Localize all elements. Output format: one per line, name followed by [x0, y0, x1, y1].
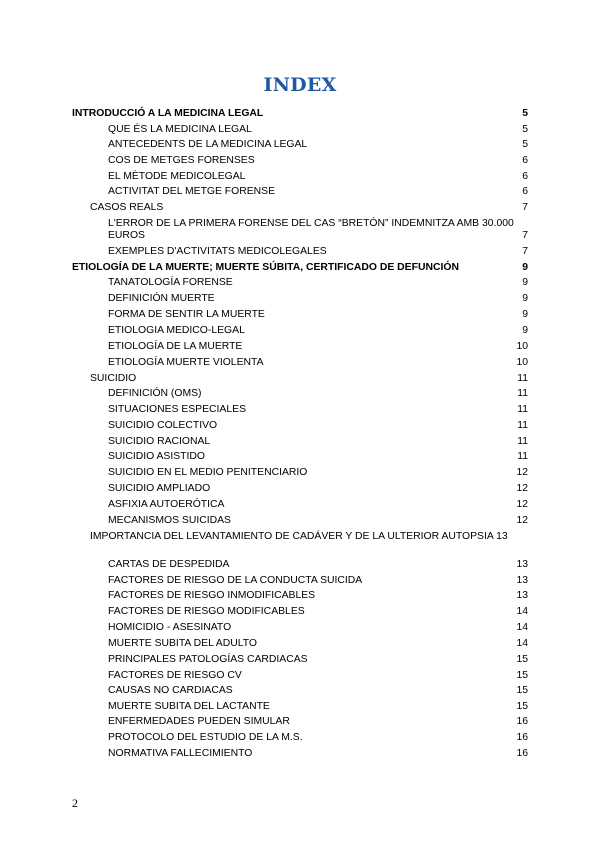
- toc-entry-text: QUE ÉS LA MEDICINA LEGAL: [108, 124, 252, 135]
- toc-entry-page: 10: [516, 357, 528, 368]
- toc-entry-text: CASOS REALS: [90, 202, 164, 213]
- toc-entry-page: 12: [516, 515, 528, 526]
- toc-entry[interactable]: [108, 139, 528, 155]
- toc-entry[interactable]: [108, 277, 528, 293]
- toc-entry[interactable]: [108, 685, 528, 701]
- toc-entry-page: 10: [516, 341, 528, 352]
- toc-entry-text: FACTORES DE RIESGO CV: [108, 670, 242, 681]
- toc-entry[interactable]: [108, 732, 528, 748]
- toc-entry-text: SITUACIONES ESPECIALES: [108, 404, 247, 415]
- toc-entry-text: FACTORES DE RIESGO INMODIFICABLES: [108, 590, 316, 601]
- toc-entry-page: 15: [516, 654, 528, 665]
- toc-entry[interactable]: [108, 559, 528, 575]
- toc-entry[interactable]: [108, 246, 528, 262]
- toc-entry[interactable]: [108, 499, 528, 515]
- toc-entry-text: CAUSAS NO CARDIACAS: [108, 685, 233, 696]
- toc-entry-page: 5: [522, 139, 528, 150]
- toc-entry-text: DEFINICIÓN (OMS): [108, 388, 202, 399]
- toc-entry-page: 7: [522, 246, 528, 257]
- toc-entry-text: MUERTE SUBITA DEL LACTANTE: [108, 701, 270, 712]
- page-number: 2: [72, 796, 78, 810]
- toc-entry-page: 14: [516, 638, 528, 649]
- toc-entry-text: FACTORES DE RIESGO DE LA CONDUCTA SUICIDA: [108, 575, 363, 586]
- toc-entry-page: 11: [517, 451, 528, 462]
- toc-entry[interactable]: [90, 531, 528, 559]
- toc-entry-page: 11: [517, 388, 528, 399]
- toc-entry-text: CARTAS DE DESPEDIDA: [108, 559, 230, 570]
- toc-entry-page: 11: [517, 436, 528, 447]
- toc-entry-page: 15: [516, 670, 528, 681]
- toc-entry[interactable]: [108, 155, 528, 171]
- toc-entry-text: EXEMPLES D'ACTIVITATS MEDICOLEGALES: [108, 246, 327, 257]
- toc-entry[interactable]: [108, 622, 528, 638]
- toc-entry-text: ASFIXIA AUTOERÓTICA: [108, 499, 225, 510]
- toc-entry-text: COS DE METGES FORENSES: [108, 155, 255, 166]
- toc-entry[interactable]: [108, 357, 528, 373]
- toc-entry-text: MUERTE SUBITA DEL ADULTO: [108, 638, 257, 649]
- toc-entry-text: L'ERROR DE LA PRIMERA FORENSE DEL CAS “BRETÓN” INDEMNITZA AMB 30.000 EUROS: [108, 218, 514, 241]
- toc-entry[interactable]: [108, 309, 528, 325]
- toc-entry[interactable]: [108, 341, 528, 357]
- toc-entry-page: 15: [516, 701, 528, 712]
- toc-entry-text: ETIOLOGIA MEDICO-LEGAL: [108, 325, 245, 336]
- toc-entry-text: ETIOLOGÍA DE LA MUERTE: [108, 341, 243, 352]
- toc-entry-page: 6: [522, 155, 528, 166]
- toc-entry-page: 12: [516, 483, 528, 494]
- toc-entry[interactable]: [108, 186, 528, 202]
- toc-entry-text: DEFINICIÓN MUERTE: [108, 293, 215, 304]
- toc-entry-text: SUICIDIO AMPLIADO: [108, 483, 211, 494]
- toc-entry[interactable]: [108, 436, 528, 452]
- toc-entry[interactable]: [108, 606, 528, 622]
- toc-entry-page: 11: [517, 420, 528, 431]
- toc-entry-page: 6: [522, 171, 528, 182]
- toc-entry-page: 6: [522, 186, 528, 197]
- toc-entry[interactable]: [108, 748, 528, 764]
- toc-entry[interactable]: [108, 218, 528, 246]
- toc-entry-page: 9: [522, 262, 528, 273]
- toc-entry[interactable]: [108, 638, 528, 654]
- toc-entry-page: 13: [516, 559, 528, 570]
- toc-entry-text: ENFERMEDADES PUEDEN SIMULAR: [108, 716, 290, 727]
- toc-entry-text: SUICIDIO EN EL MEDIO PENITENCIARIO: [108, 467, 308, 478]
- toc-entry-page: 12: [516, 499, 528, 510]
- toc-entry-text: FORMA DE SENTIR LA MUERTE: [108, 309, 265, 320]
- toc-entry-page: 16: [516, 716, 528, 727]
- toc-entry-text: INTRODUCCIÓ A LA MEDICINA LEGAL: [72, 108, 264, 119]
- toc-entry[interactable]: [108, 701, 528, 717]
- toc-entry[interactable]: [108, 654, 528, 670]
- toc-entry[interactable]: [108, 515, 528, 531]
- toc-entry[interactable]: [108, 325, 528, 341]
- toc-entry-text: SUICIDIO COLECTIVO: [108, 420, 218, 431]
- toc-entry[interactable]: [108, 670, 528, 686]
- toc-entry-text: SUICIDIO ASISTIDO: [108, 451, 205, 462]
- toc-entry-page: 7: [522, 230, 528, 241]
- toc-entry-text: FACTORES DE RIESGO MODIFICABLES: [108, 606, 305, 617]
- toc-entry-page: 16: [516, 732, 528, 743]
- toc-entry[interactable]: [108, 124, 528, 140]
- toc-entry-page: 11: [517, 373, 528, 384]
- toc-entry[interactable]: [72, 262, 528, 278]
- toc-entry-text: IMPORTANCIA DEL LEVANTAMIENTO DE CADÁVER Y DE LA ULTERIOR AUTOPSIA 13: [90, 531, 508, 542]
- toc-entry-text: ETIOLOGÍA DE LA MUERTE; MUERTE SÚBITA, CERTIFICADO DE DEFUNCIÓN: [72, 262, 459, 273]
- index-title: INDEX: [263, 74, 337, 96]
- toc-entry-page: 9: [522, 309, 528, 320]
- toc-entry[interactable]: [108, 483, 528, 499]
- toc-entry-page: 14: [516, 606, 528, 617]
- toc-entry-page: 12: [516, 467, 528, 478]
- toc-entry-text: EL MÈTODE MEDICOLEGAL: [108, 171, 246, 182]
- toc-entry[interactable]: [90, 202, 528, 218]
- toc-entry-text: ACTIVITAT DEL METGE FORENSE: [108, 186, 276, 197]
- toc-entry[interactable]: [108, 388, 528, 404]
- toc-entry[interactable]: [108, 575, 528, 591]
- toc-entry-page: 5: [522, 124, 528, 135]
- toc-entry-page: 13: [516, 590, 528, 601]
- toc-entry[interactable]: [108, 467, 528, 483]
- toc-entry[interactable]: [108, 293, 528, 309]
- toc-entry-page: 7: [522, 202, 528, 213]
- toc-entry-page: 9: [522, 293, 528, 304]
- toc-entry-page: 9: [522, 325, 528, 336]
- toc-entry-text: SUICIDIO RACIONAL: [108, 436, 211, 447]
- toc-entry[interactable]: [108, 171, 528, 187]
- toc-entry-text: MECANISMOS SUICIDAS: [108, 515, 231, 526]
- toc-entry-text: PROTOCOLO DEL ESTUDIO DE LA M.S.: [108, 732, 303, 743]
- toc-entry[interactable]: [90, 373, 528, 389]
- toc-entry-text: SUICIDIO: [90, 373, 137, 384]
- toc-entry[interactable]: [108, 451, 528, 467]
- toc-entry[interactable]: [108, 590, 528, 606]
- toc-entry-text: HOMICIDIO - ASESINATO: [108, 622, 232, 633]
- toc-entry[interactable]: [108, 420, 528, 436]
- toc-entry-page: 13: [516, 575, 528, 586]
- toc-entry-page: 11: [517, 404, 528, 415]
- toc-entry-text: PRINCIPALES PATOLOGÍAS CARDIACAS: [108, 654, 308, 665]
- toc-entry-text: TANATOLOGÍA FORENSE: [108, 277, 233, 288]
- toc-entry-text: NORMATIVA FALLECIMIENTO: [108, 748, 253, 759]
- toc-entry-page: 9: [522, 277, 528, 288]
- toc-entry-page: 5: [522, 108, 528, 119]
- toc-entry[interactable]: [108, 716, 528, 732]
- toc-entry[interactable]: [108, 404, 528, 420]
- toc-entry-text: ANTECEDENTS DE LA MEDICINA LEGAL: [108, 139, 308, 150]
- toc-entry-page: 16: [516, 748, 528, 759]
- toc-entry-text: ETIOLOGÍA MUERTE VIOLENTA: [108, 357, 264, 368]
- toc-entry-page: 14: [516, 622, 528, 633]
- toc-entry-page: 15: [516, 685, 528, 696]
- toc-entry[interactable]: [72, 108, 528, 124]
